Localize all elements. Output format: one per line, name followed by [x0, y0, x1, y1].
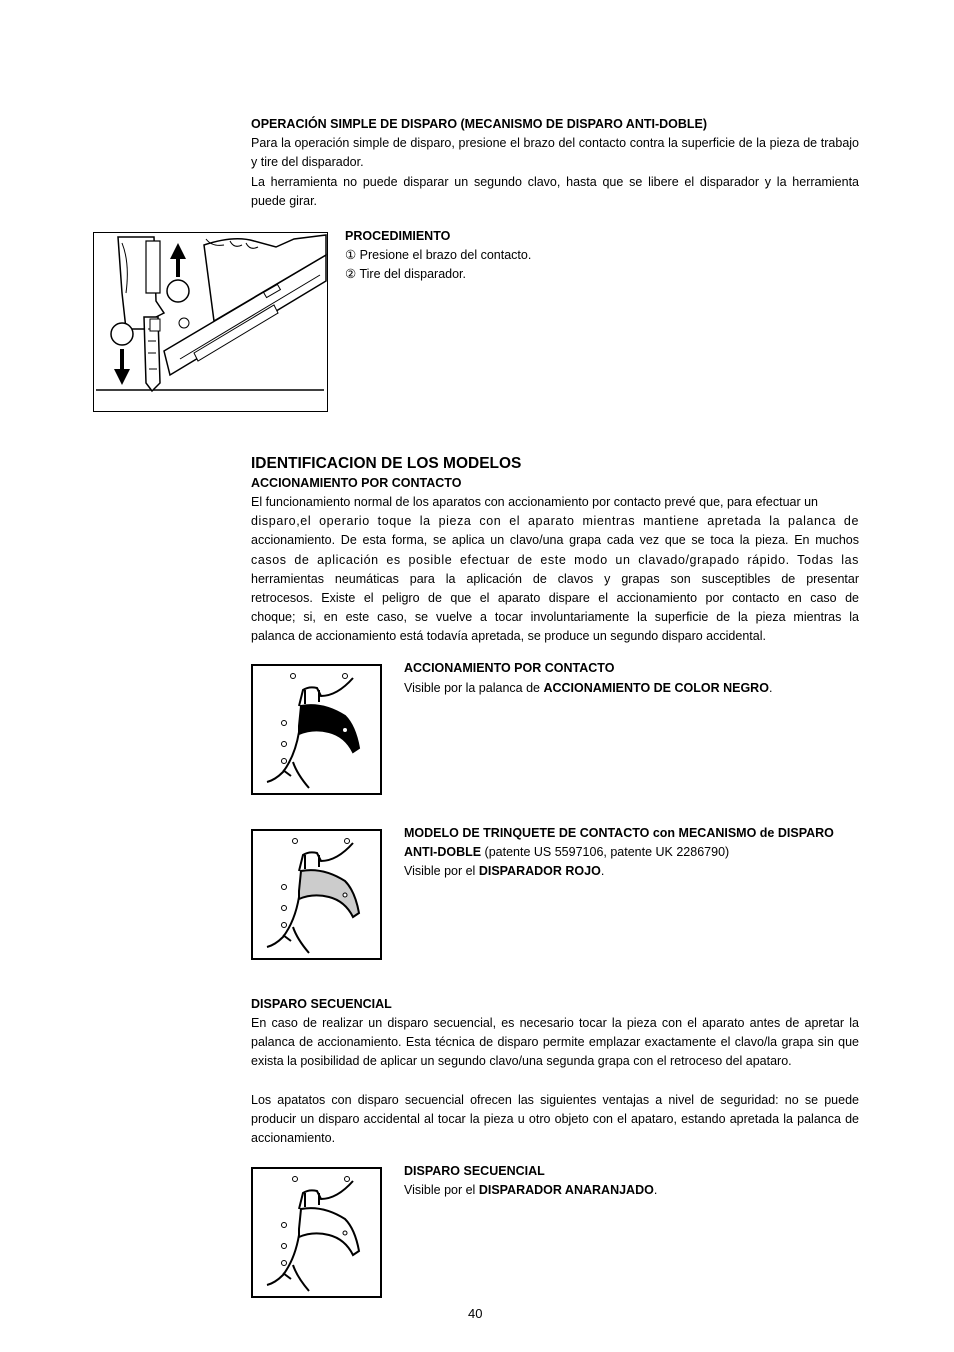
procedure-step-1: ① Presione el brazo del contacto.	[345, 248, 532, 262]
section-heading-simple-fire: OPERACIÓN SIMPLE DE DISPARO (MECANISMO DE DISPARO ANTI-DOBLE)	[251, 117, 708, 131]
contact-actuation-heading: ACCIONAMIENTO POR CONTACTO	[251, 476, 462, 490]
paragraph-line: accionamiento. De esta forma, se aplica un clavo/una grapa cada vez que se toca la pieza. En muchos	[251, 533, 859, 548]
sequential-paragraph-2: Los apatatos con disparo secuencial ofrecen las siguientes ventajas a nivel de seguridad: no se puede producir un disparo accidental al tocar la pieza u otro objeto con el apataro, estando apretada la palanca de accionamiento.	[251, 1093, 859, 1146]
sequential-heading: DISPARO SECUENCIAL	[251, 997, 392, 1011]
nailer-drawing	[94, 233, 327, 411]
paragraph-simple-fire-1: Para la operación simple de disparo, presione el brazo del contacto contra la superficie de la pieza de trabajo y tire del disparador.	[251, 136, 859, 170]
model3-text-suffix: .	[653, 1183, 658, 1197]
paragraph-line: palanca de accionamiento está todavía apretada, se produce un segundo disparo accidental.	[251, 629, 766, 644]
model3-text	[404, 1181, 657, 1200]
procedure-heading: PROCEDIMIENTO	[345, 229, 451, 243]
paragraph-simple-fire-2: La herramienta no puede disparar un segundo clavo, hasta que se libere el disparador y la herramienta puede girar.	[251, 175, 859, 209]
model2-text-suffix: .	[600, 864, 605, 878]
model1-text-suffix: .	[768, 681, 773, 695]
paragraph-line: disparo,el operario toque la pieza con el aparato mientras mantiene apretada la palanca de	[251, 514, 859, 529]
paragraph-line: retrocesos. Existe el peligro de que el aparato dispare el accionamiento por contacto en caso de	[251, 591, 859, 606]
models-title: IDENTIFICACION DE LOS MODELOS	[251, 455, 522, 472]
trigger-figure-orange	[251, 1167, 382, 1298]
model3-heading: DISPARO SECUENCIAL	[404, 1164, 545, 1178]
page-number: 40	[468, 1306, 483, 1321]
trigger-figure-red	[251, 829, 382, 960]
trigger-figure-black	[251, 664, 382, 795]
paragraph-line: choque; si, en este caso, se vuelve a tocar involuntariamente la superficie de la pieza mientras la	[251, 610, 859, 625]
paragraph-line: herramientas neumáticas para la aplicación de clavos y grapas son susceptibles de presentar	[251, 571, 859, 586]
model2-patent-text: (patente US 5597106, patente UK 2286790)	[481, 845, 730, 859]
trigger-drawing-red	[253, 831, 380, 958]
model2-heading-bold: ANTI-DOBLE	[404, 845, 482, 859]
model2-text-bold: DISPARADOR ROJO	[478, 864, 601, 878]
model2-heading-line1: MODELO DE TRINQUETE DE CONTACTO con MECANISMO de DISPARO	[404, 826, 834, 840]
paragraph-line: El funcionamiento normal de los aparatos con accionamiento por contacto prevé que, para efectuar un	[251, 495, 819, 509]
nailer-illustration	[93, 232, 328, 412]
trigger-drawing-black	[253, 666, 380, 793]
model3-text-bold: DISPARADOR ANARANJADO	[478, 1183, 654, 1197]
model2-heading-line2	[404, 843, 729, 862]
trigger-drawing-orange	[253, 1169, 380, 1296]
model1-heading: ACCIONAMIENTO POR CONTACTO	[404, 661, 615, 675]
contact-actuation-paragraph	[251, 493, 859, 647]
procedure-step-2: ② Tire del disparador.	[345, 267, 466, 281]
paragraph-line: casos de aplicación es posible efectuar de este modo un clavado/grapado rápido. Todas las	[251, 552, 859, 567]
model2-text	[404, 862, 604, 881]
model1-text-bold: ACCIONAMIENTO DE COLOR NEGRO	[543, 681, 769, 695]
model1-text-prefix: Visible por la palanca de	[404, 681, 544, 695]
model1-text	[404, 679, 772, 698]
model3-text-prefix: Visible por el	[404, 1183, 479, 1197]
model2-text-prefix: Visible por el	[404, 864, 479, 878]
sequential-paragraph-1: En caso de realizar un disparo secuencial, es necesario tocar la pieza con el aparato antes de apretar la palanca de accionamiento. Esta técnica de disparo permite emplazar exactamente el clavo/la grapa sin que exista la posibilidad de aplicar un segundo clavo/una segunda grapa con el retroceso del apataro.	[251, 1016, 859, 1069]
